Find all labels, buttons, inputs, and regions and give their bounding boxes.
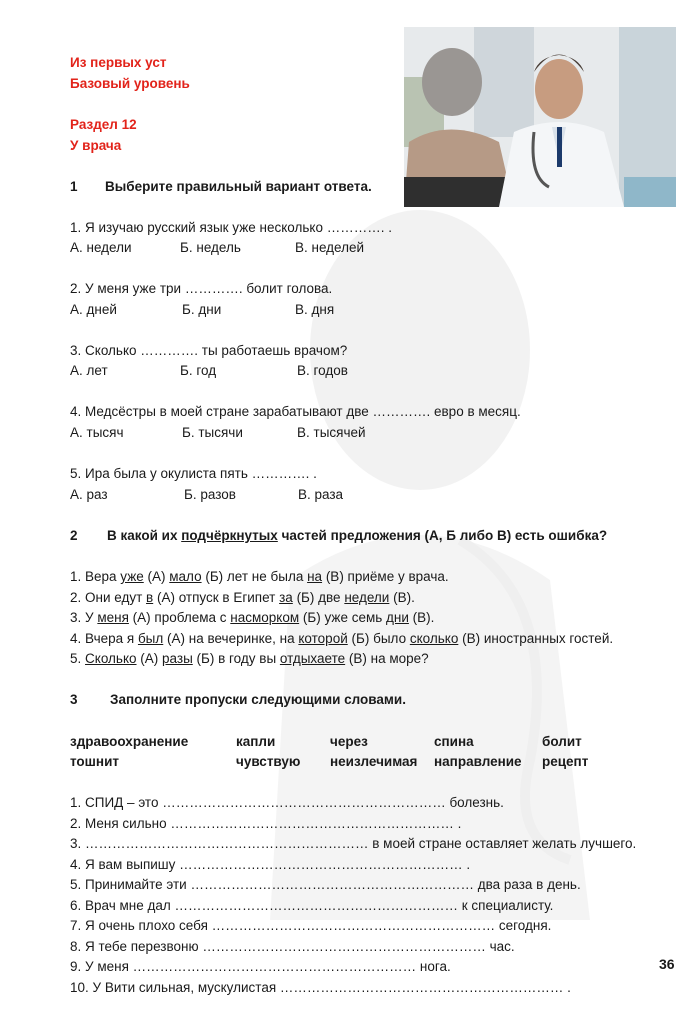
task2-sentence-3: 3. У меня (А) проблема с насморком (Б) уже семь дни (В). (70, 610, 435, 625)
task1-q5-option-c: В. раза (298, 487, 344, 502)
word-bank-item: чувствую (236, 754, 301, 769)
task1-q5-option-a: А. раз (70, 487, 108, 502)
level-title: Базовый уровень (70, 76, 190, 91)
task1-question-4: 4. Медсёстры в моей стране зарабатывают две …………. евро в месяц. (70, 404, 521, 419)
task1-q2-option-c: В. дня (295, 302, 335, 317)
task1-question-1: 1. Я изучаю русский язык уже несколько …………. . (70, 220, 392, 235)
task2-sentence-4: 4. Вчера я был (А) на вечеринке, на которой (Б) было сколько (В) иностранных гостей. (70, 631, 614, 646)
task3-item-9: 9. У меня ……………………………………………………… нога. (70, 959, 451, 974)
word-bank-item: тошнит (70, 754, 119, 769)
doctor-with-patient-photo-icon (404, 27, 676, 207)
task3-item-6: 6. Врач мне дал ……………………………………………………… к специалисту. (70, 898, 554, 913)
task1-q2-option-a: А. дней (70, 302, 117, 317)
task2-number: 2 (70, 528, 78, 543)
word-bank-item: здравоохранение (70, 734, 189, 749)
task1-q1-option-c: В. неделей (295, 240, 365, 255)
task3-number: 3 (70, 692, 78, 707)
task2-title (107, 528, 607, 543)
task1-title: Выберите правильный вариант ответа. (105, 179, 372, 194)
task3-heading (70, 692, 406, 707)
task1-q5-option-b: Б. разов (184, 487, 236, 502)
word-bank-item: через (330, 734, 368, 749)
task2-title-pre: В какой их (107, 528, 182, 543)
section-title: Раздел 12 (70, 117, 137, 132)
word-bank-item: спина (434, 734, 474, 749)
task2-heading (70, 528, 608, 543)
task1-q3-option-b: Б. год (180, 363, 217, 378)
task2-title-underlined: подчёркнутых (181, 528, 278, 543)
task3-item-1: 1. СПИД – это ……………………………………………………… болезнь. (70, 795, 504, 810)
task2-sentence-5: 5. Сколько (А) разы (Б) в году вы отдыхаете (В) на море? (70, 651, 429, 666)
task1-q4-option-c: В. тысячей (297, 425, 366, 440)
task1-q2-option-b: Б. дни (182, 302, 222, 317)
topic-title: У врача (70, 138, 122, 153)
task1-question-3: 3. Сколько …………. ты работаешь врачом? (70, 343, 348, 358)
task3-item-4: 4. Я вам выпишу ……………………………………………………… . (70, 857, 471, 872)
task2-sentence-1: 1. Вера уже (А) мало (Б) лет не была на (В) приёме у врача. (70, 569, 449, 584)
task1-q4-option-a: А. тысяч (70, 425, 124, 440)
task1-heading (70, 179, 372, 194)
task3-item-5: 5. Принимайте эти ……………………………………………………… два раза в день. (70, 877, 581, 892)
word-bank-item: направление (434, 754, 522, 769)
task3-item-3: 3. ……………………………………………………… в моей стране оставляет желать лучшего. (70, 836, 637, 851)
task1-question-5: 5. Ира была у окулиста пять …………. . (70, 466, 317, 481)
task3-item-7: 7. Я очень плохо себя ……………………………………………………… сегодня. (70, 918, 552, 933)
task3-title: Заполните пропуски следующими словами. (110, 692, 406, 707)
word-bank-item: неизлечимая (330, 754, 418, 769)
task1-q3-option-c: В. годов (297, 363, 348, 378)
task3-item-8: 8. Я тебе перезвоню ……………………………………………………… час. (70, 939, 515, 954)
word-bank-item: болит (542, 734, 582, 749)
page-number: 36 (659, 956, 675, 972)
series-title: Из первых уст (70, 55, 167, 70)
task1-q4-option-b: Б. тысячи (182, 425, 243, 440)
task1-q3-option-a: А. лет (70, 363, 108, 378)
task1-q1-option-b: Б. недель (180, 240, 241, 255)
task2-title-post: частей предложения (А, Б либо В) есть ошибка? (277, 528, 608, 543)
word-bank-item: рецепт (542, 754, 589, 769)
task1-question-2: 2. У меня уже три …………. болит голова. (70, 281, 333, 296)
task1-q1-option-a: А. недели (70, 240, 132, 255)
doctor-photo (404, 27, 676, 207)
task3-item-10: 10. У Вити сильная, мускулистая ……………………………………………………… . (70, 980, 571, 995)
task1-number: 1 (70, 179, 78, 194)
task2-sentence-2: 2. Они едут в (А) отпуск в Египет за (Б) две недели (В). (70, 590, 415, 605)
word-bank-item: капли (236, 734, 276, 749)
task3-item-2: 2. Меня сильно ……………………………………………………… . (70, 816, 462, 831)
